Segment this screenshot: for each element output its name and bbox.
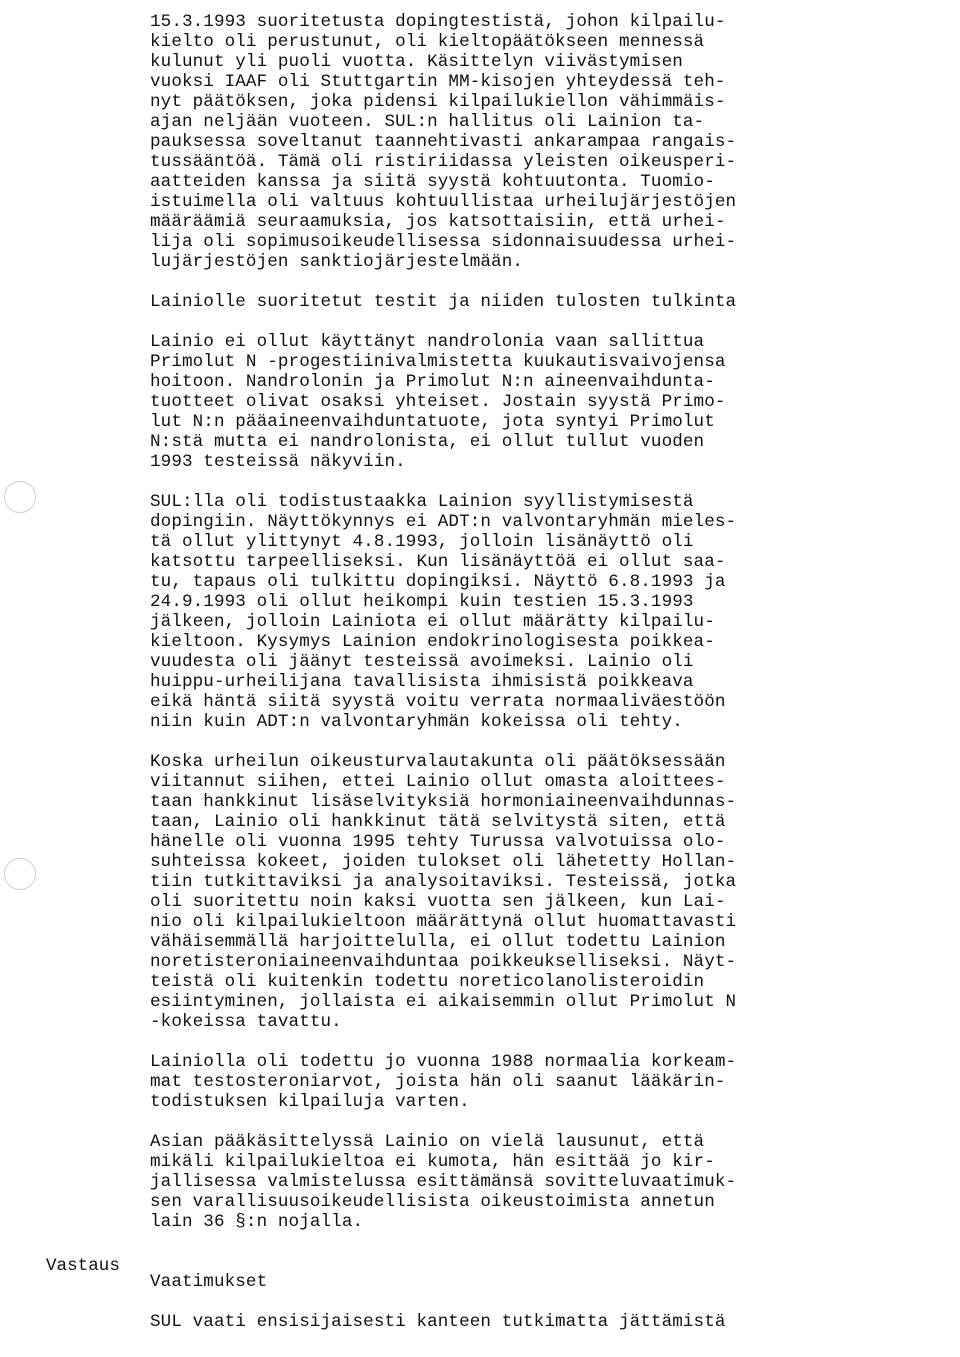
text-line: lain 36 §:n nojalla. (150, 1212, 364, 1232)
text-line: esiintyminen, jollaista ei aikaisemmin ollut Primolut N (150, 992, 737, 1012)
text-line: Lainiolla oli todettu jo vuonna 1988 normaalia korkeam- (150, 1052, 737, 1072)
text-line: vuudesta oli jäänyt testeissä avoimeksi. Lainio oli (150, 652, 694, 672)
text-line: oli suoritettu noin kaksi vuotta sen jälkeen, kun Lai- (150, 892, 726, 912)
paragraph-main-hearing (150, 1132, 810, 1232)
paragraph-doping-ban-delay (150, 12, 810, 272)
text-line: SUL:lla oli todistustaakka Lainion syyllistymisestä (150, 492, 694, 512)
punch-hole-mark (4, 481, 36, 513)
text-line: Lainio ei ollut käyttänyt nandrolonia vaan sallittua (150, 332, 705, 352)
text-line: teistä oli kuitenkin todettu noreticolanolisteroidin (150, 972, 705, 992)
text-line: tä ollut ylittynyt 4.8.1993, jolloin lisänäyttö oli (150, 532, 694, 552)
text-line: istuimella oli valtuus kohtuullistaa urheilujärjestöjen (150, 192, 737, 212)
text-line: suhteissa kokeet, joiden tulokset oli lähetetty Hollan- (150, 852, 737, 872)
text-line: hoitoon. Nandrolonin ja Primolut N:n aineenvaihdunta- (150, 372, 715, 392)
text-line: huippu-urheilijana tavallisista ihmisistä poikkeava (150, 672, 694, 692)
text-line: taan hankkinut lisäselvityksiä hormoniaineenvaihdunnas- (150, 792, 737, 812)
paragraph-additional-tests (150, 752, 810, 1032)
text-line: todistuksen kilpailuja varten. (150, 1092, 470, 1112)
text-line: jälkeen, jolloin Lainiota ei ollut määrätty kilpailu- (150, 612, 715, 632)
text-line: lija oli sopimusoikeudellisessa sidonnaisuudessa urhei- (150, 232, 737, 252)
text-line: kulunut yli puoli vuotta. Käsittelyn viivästymisen (150, 52, 683, 72)
margin-label-response: Vastaus (46, 1256, 120, 1276)
text-line: dopingiin. Näyttökynnys ei ADT:n valvontaryhmän mieles- (150, 512, 737, 532)
text-line: jallisessa valmistelussa esittämänsä sovitteluvaatimuk- (150, 1172, 737, 1192)
text-line: nyt päätöksen, joka pidensi kilpailukiellon vähimmäis- (150, 92, 726, 112)
spacer (150, 1252, 810, 1272)
text-line: vuoksi IAAF oli Stuttgartin MM-kisojen yhteydessä teh- (150, 72, 726, 92)
text-line: määräämiä seuraamuksia, jos katsottaisiin, että urhei- (150, 212, 726, 232)
punch-hole-mark (4, 858, 36, 890)
text-line: tussääntöä. Tämä oli ristiriidassa yleisten oikeusperi- (150, 152, 737, 172)
paragraph-testosterone (150, 1052, 810, 1112)
paragraph-sul-claims (150, 1312, 810, 1332)
text-line: 24.9.1993 oli ollut heikompi kuin testien 15.3.1993 (150, 592, 694, 612)
text-line: SUL vaati ensisijaisesti kanteen tutkimatta jättämistä (150, 1312, 726, 1332)
heading-text: Lainiolle suoritetut testit ja niiden tulosten tulkinta (150, 292, 737, 312)
text-line: pauksessa soveltanut taannehtivasti ankarampaa rangais- (150, 132, 737, 152)
text-line: noretisteroniaineenvaihduntaa poikkeukselliseksi. Näyt- (150, 952, 737, 972)
text-line: niin kuin ADT:n valvontaryhmän kokeissa oli tehty. (150, 712, 683, 732)
text-line: vähäisemmällä harjoittelulla, ei ollut todettu Lainion (150, 932, 726, 952)
text-line: mikäli kilpailukieltoa ei kumota, hän esittää jo kir- (150, 1152, 715, 1172)
text-line: nio oli kilpailukieltoon määrättynä ollut huomattavasti (150, 912, 737, 932)
text-line: sen varallisuusoikeudellisista oikeustoimista annetun (150, 1192, 715, 1212)
paragraph-primolut (150, 332, 810, 472)
document-body (150, 12, 810, 1352)
text-line: hänelle oli vuonna 1995 tehty Turussa valvotuissa olo- (150, 832, 726, 852)
text-line: kieltoon. Kysymys Lainion endokrinologisesta poikkea- (150, 632, 715, 652)
text-line: 1993 testeissä näkyviin. (150, 452, 406, 472)
text-line: lut N:n pääaineenvaihduntatuote, jota syntyi Primolut (150, 412, 715, 432)
text-line: N:stä mutta ei nandrolonista, ei ollut tullut vuoden (150, 432, 705, 452)
text-line: tuotteet olivat osaksi yhteiset. Jostain syystä Primo- (150, 392, 726, 412)
text-line: Primolut N -progestiinivalmistetta kuukautisvaivojensa (150, 352, 726, 372)
text-line: lujärjestöjen sanktiojärjestelmään. (150, 252, 524, 272)
text-line: ajan neljään vuoteen. SUL:n hallitus oli Lainion ta- (150, 112, 705, 132)
text-line: 15.3.1993 suoritetusta dopingtestistä, johon kilpailu- (150, 12, 726, 32)
text-line: mat testosteroniarvot, joista hän oli saanut lääkärin- (150, 1072, 726, 1092)
text-line: -kokeissa tavattu. (150, 1012, 342, 1032)
heading-text: Vaatimukset (150, 1272, 268, 1292)
text-line: kielto oli perustunut, oli kieltopäätökseen mennessä (150, 32, 705, 52)
text-line: Koska urheilun oikeusturvalautakunta oli päätöksessään (150, 752, 726, 772)
text-line: Asian pääkäsittelyssä Lainio on vielä lausunut, että (150, 1132, 705, 1152)
section-heading-claims (150, 1272, 810, 1292)
text-line: tu, tapaus oli tulkittu dopingiksi. Näyttö 6.8.1993 ja (150, 572, 726, 592)
text-line: eikä häntä siitä syystä voitu verrata normaaliväestöön (150, 692, 726, 712)
text-line: aatteiden kanssa ja siitä syystä kohtuutonta. Tuomio- (150, 172, 715, 192)
section-heading-tests (150, 292, 810, 312)
text-line: katsottu tarpeelliseksi. Kun lisänäyttöä ei ollut saa- (150, 552, 726, 572)
text-line: viitannut siihen, ettei Lainio ollut omasta aloittees- (150, 772, 726, 792)
paragraph-burden-of-proof (150, 492, 810, 732)
text-line: tiin tutkittaviksi ja analysoitaviksi. Testeissä, jotka (150, 872, 737, 892)
text-line: taan, Lainio oli hankkinut tätä selvitystä siten, että (150, 812, 726, 832)
